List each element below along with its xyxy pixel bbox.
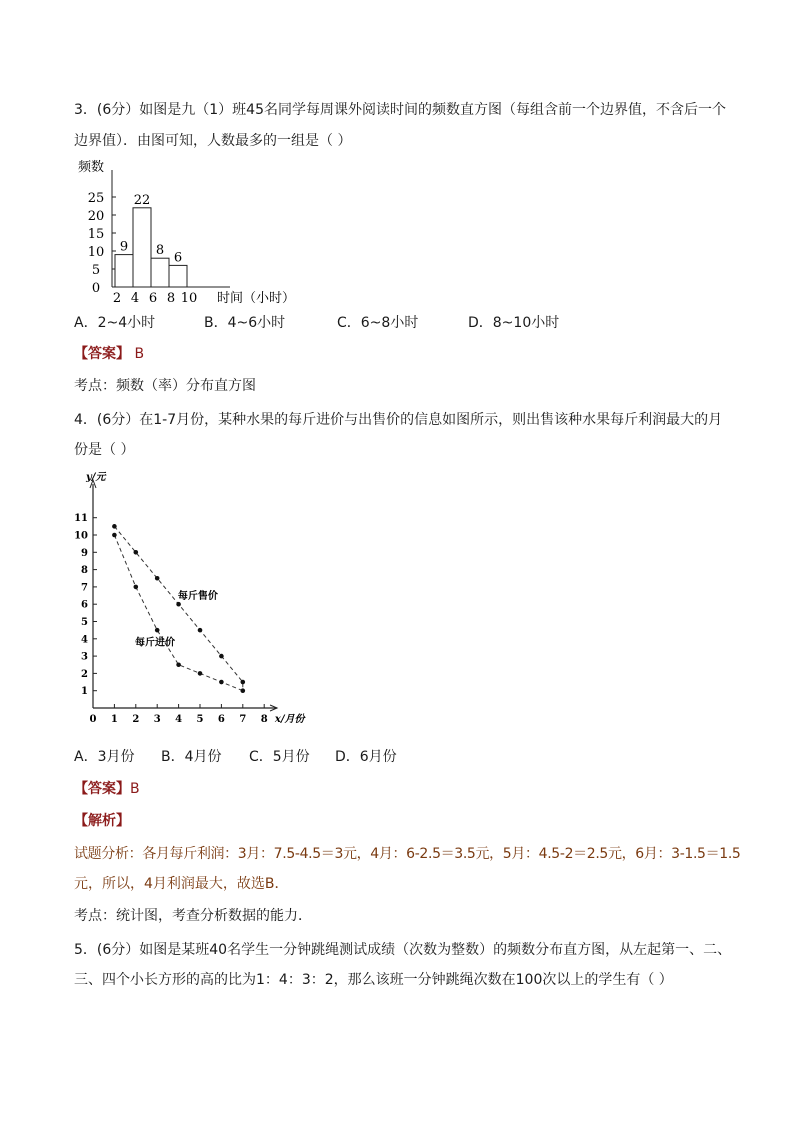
hist-y-tick-label: 0	[91, 281, 101, 296]
histogram-chart	[70, 155, 340, 305]
lc-point	[112, 533, 117, 538]
lc-x-axis-label: x/月份	[274, 714, 305, 725]
lc-point	[219, 680, 224, 685]
lc-x-tick-label: 0	[89, 714, 97, 725]
q4-option-c[interactable]: C．5月份	[249, 749, 310, 765]
hist-bar	[115, 255, 133, 287]
q4-analysis-line2: 元，所以，4月利润最大，故选B．	[74, 876, 289, 892]
q5-stem-line2: 三、四个小长方形的高的比为1：4：3：2，那么该班一分钟跳绳次数在100次以上的学生有（ ）	[74, 972, 673, 988]
lc-point	[134, 550, 139, 555]
lc-x-tick-label: 3	[153, 714, 161, 725]
hist-bar-data-label: 6	[173, 250, 183, 266]
q4-point: 考点：统计图，考查分析数据的能力．	[74, 908, 312, 924]
hist-x-axis-label: 时间（小时）	[217, 291, 296, 305]
lc-series-label: 每斤进价	[135, 637, 176, 649]
lc-series-label: 每斤售价	[177, 591, 218, 603]
q4-analysis-tag: 【解析】	[74, 813, 130, 829]
hist-y-tick-label: 10	[87, 245, 105, 260]
hist-bar-data-label: 22	[133, 192, 151, 208]
q4-stem-line1: 4．(6分）在1-7月份，某种水果的每斤进价与出售价的信息如图所示，则出售该种水果每斤利润最大的月	[74, 412, 723, 428]
lc-point	[176, 602, 181, 607]
q3-stem-line1: 3．(6分）如图是九（1）班45名同学每周课外阅读时间的频数直方图（每组含前一个边界值，不含后一个	[74, 102, 726, 118]
lc-series-line	[114, 535, 242, 691]
price-line-chart	[74, 470, 344, 730]
lc-point	[112, 524, 117, 529]
lc-point	[155, 576, 160, 581]
lc-x-tick-label: 6	[217, 714, 225, 725]
hist-bar	[169, 265, 187, 287]
q4-answer-value: B	[130, 781, 140, 797]
hist-x-tick-label: 6	[148, 291, 158, 305]
q3-point: 考点：频数（率）分布直方图	[74, 378, 256, 394]
hist-x-tick-label: 2	[112, 291, 122, 305]
lc-x-tick-label: 2	[132, 714, 140, 725]
lc-point	[176, 662, 181, 667]
lc-y-tick-label: 9	[81, 547, 88, 559]
hist-y-tick-label: 25	[87, 191, 105, 206]
lc-y-tick-label: 8	[81, 565, 88, 577]
q3-option-a[interactable]: A．2~4小时	[74, 315, 156, 331]
lc-y-axis-label: y/元	[86, 472, 106, 483]
q3-answer	[74, 344, 144, 364]
q4-option-b[interactable]: B．4月份	[161, 749, 222, 765]
hist-y-tick-label: 5	[91, 263, 101, 278]
lc-x-tick-label: 8	[260, 714, 268, 725]
lc-y-tick-label: 4	[81, 634, 88, 646]
q3-options	[74, 313, 559, 333]
lc-y-tick-label: 6	[81, 599, 88, 611]
hist-y-tick-label: 20	[87, 209, 105, 224]
q3-option-d[interactable]: D．8~10小时	[468, 315, 560, 331]
hist-y-axis-label: 频数	[78, 160, 105, 175]
lc-point	[155, 628, 160, 633]
lc-point	[241, 688, 246, 693]
lc-x-tick-label: 7	[239, 714, 247, 725]
q4-options	[74, 747, 397, 767]
lc-y-tick-label: 1	[81, 686, 88, 698]
lc-x-tick-label: 5	[196, 714, 204, 725]
hist-bar-data-label: 8	[155, 243, 165, 259]
lc-point	[134, 585, 139, 590]
q4-answer-tag: 【答案】	[74, 781, 130, 797]
lc-y-tick-label: 11	[74, 513, 88, 525]
q3-answer-value: B	[134, 346, 145, 362]
q4-stem-line2: 份是（ ）	[74, 442, 135, 458]
lc-y-tick-label: 10	[74, 530, 88, 542]
lc-x-tick-label: 1	[110, 714, 118, 725]
lc-y-tick-label: 5	[81, 617, 88, 628]
lc-y-tick-label: 7	[81, 582, 88, 594]
q4-option-d[interactable]: D．6月份	[335, 749, 397, 765]
q5-stem-line1: 5．(6分）如图是某班40名学生一分钟跳绳测试成绩（次数为整数）的频数分布直方图，从左起第一、二、	[74, 942, 732, 958]
lc-point	[198, 671, 203, 676]
hist-x-tick-label: 8	[166, 291, 176, 305]
q3-option-b[interactable]: B．4~6小时	[204, 315, 286, 331]
hist-x-tick-label: 4	[130, 291, 140, 305]
q4-answer	[74, 779, 140, 799]
lc-y-tick-label: 2	[81, 668, 88, 680]
hist-bar	[133, 208, 151, 287]
lc-point	[198, 628, 203, 633]
hist-bar	[151, 258, 169, 287]
q3-option-c[interactable]: C．6~8小时	[337, 315, 419, 331]
lc-point	[219, 654, 224, 659]
lc-point	[241, 680, 246, 685]
q3-answer-tag: 【答案】	[74, 346, 130, 362]
hist-bar-data-label: 9	[119, 239, 129, 255]
q3-stem-line2: 边界值）．由图可知，人数最多的一组是（ ）	[74, 133, 352, 149]
q4-analysis-line1: 试题分析：各月每斤利润：3月：7.5-4.5＝3元，4月：6-2.5＝3.5元，5月：4.5-2＝2.5元，6月：3-1.5＝1.5	[74, 846, 741, 862]
hist-x-tick-label: 10	[180, 291, 198, 305]
q4-option-a[interactable]: A．3月份	[74, 749, 135, 765]
lc-y-tick-label: 3	[81, 651, 88, 663]
hist-y-tick-label: 15	[87, 227, 105, 242]
lc-x-tick-label: 4	[175, 714, 183, 725]
